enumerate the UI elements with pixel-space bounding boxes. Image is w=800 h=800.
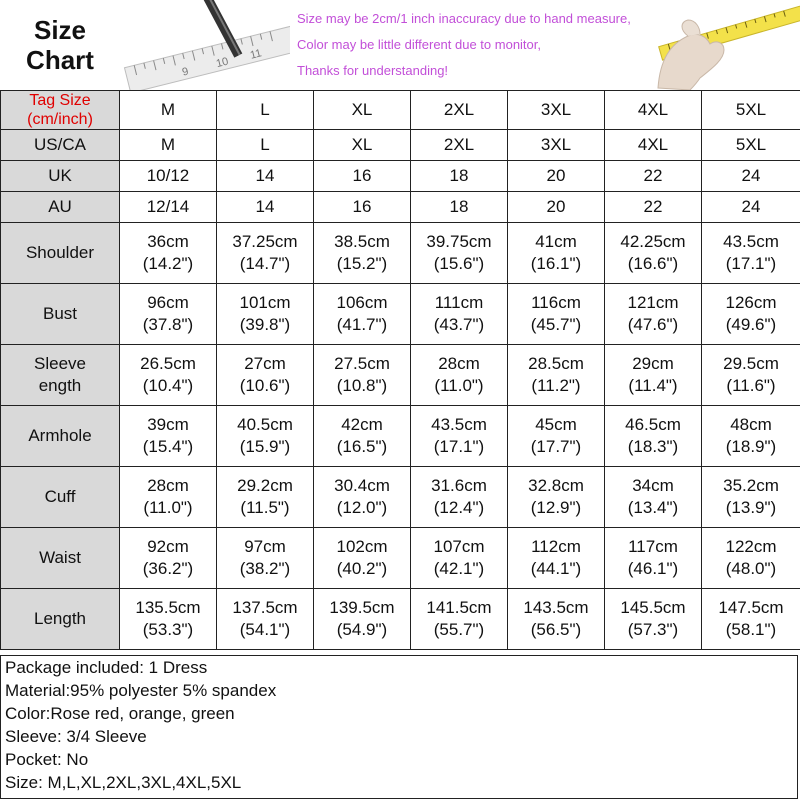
inch-value: (48.0"): [725, 559, 777, 578]
table-cell: [217, 345, 314, 406]
cm-value: 32.8cm: [528, 476, 584, 495]
cm-value: 29.5cm: [723, 354, 779, 373]
inch-value: (15.2"): [336, 254, 388, 273]
inch-value: (15.4"): [142, 437, 194, 456]
inch-value: (16.6"): [627, 254, 679, 273]
cm-value: 41cm: [535, 232, 577, 251]
inch-value: (41.7"): [336, 315, 388, 334]
row-label-line-1: Length: [34, 609, 86, 628]
table-cell: [314, 589, 411, 650]
inch-value: (10.8"): [336, 376, 388, 395]
table-cell: [702, 528, 800, 589]
measurement-notes: [297, 6, 657, 84]
cm-value: 43.5cm: [431, 415, 487, 434]
table-cell: 14: [217, 192, 314, 223]
inch-value: (12.4"): [433, 498, 485, 517]
note-line-1: Size may be 2cm/1 inch inaccuracy due to hand measure,: [297, 11, 631, 26]
table-cell: 24: [702, 161, 800, 192]
size-header-cell: M: [120, 91, 217, 130]
table-cell: [508, 528, 605, 589]
note-line-3: Thanks for understanding!: [297, 63, 449, 78]
cm-value: 107cm: [433, 537, 485, 556]
table-cell: [217, 284, 314, 345]
table-cell: 2XL: [411, 130, 508, 161]
table-row: [1, 192, 800, 223]
cm-value: 28.5cm: [528, 354, 584, 373]
cm-value: 26.5cm: [140, 354, 196, 373]
note-line-2: Color may be little different due to monitor,: [297, 37, 541, 52]
table-cell: M: [120, 130, 217, 161]
ruler-number-3: 11: [248, 47, 263, 62]
info-line-sleeve: Sleeve: 3/4 Sleeve: [5, 727, 147, 746]
table-cell: [605, 467, 702, 528]
row-label: [1, 284, 120, 345]
table-cell: [120, 589, 217, 650]
info-line-material: Material:95% polyester 5% spandex: [5, 681, 277, 700]
table-cell: [120, 345, 217, 406]
table-cell: [217, 589, 314, 650]
table-row: [1, 528, 800, 589]
tag-size-row: [1, 91, 800, 130]
cm-value: 121cm: [627, 293, 679, 312]
cm-value: 122cm: [725, 537, 777, 556]
table-cell: [411, 345, 508, 406]
cm-value: 145.5cm: [620, 598, 686, 617]
table-cell: [411, 406, 508, 467]
inch-value: (12.0"): [336, 498, 388, 517]
info-line-size: Size: M,L,XL,2XL,3XL,4XL,5XL: [5, 773, 242, 792]
inch-value: (38.2"): [239, 559, 291, 578]
table-cell: [120, 528, 217, 589]
cm-value: 141.5cm: [426, 598, 492, 617]
inch-value: (44.1"): [530, 559, 582, 578]
table-cell: [411, 284, 508, 345]
table-cell: 5XL: [702, 130, 800, 161]
cm-value: 37.25cm: [232, 232, 298, 251]
inch-value: (11.5"): [240, 498, 290, 517]
pencil-ruler-icon: [120, 0, 290, 90]
cm-value: 117cm: [628, 537, 678, 556]
cm-value: 35.2cm: [723, 476, 779, 495]
table-cell: [508, 406, 605, 467]
row-label: [1, 589, 120, 650]
cm-value: 97cm: [244, 537, 286, 556]
cm-value: 46.5cm: [625, 415, 681, 434]
tag-size-label-line-2: (cm/inch): [27, 111, 93, 128]
row-label: US/CA: [1, 130, 120, 161]
inch-value: (49.6"): [725, 315, 777, 334]
table-cell: [605, 589, 702, 650]
inch-value: (12.9"): [530, 498, 582, 517]
cm-value: 116cm: [531, 293, 581, 312]
header-banner: [0, 0, 800, 90]
table-row: [1, 161, 800, 192]
table-cell: [217, 467, 314, 528]
inch-value: (17.7"): [530, 437, 582, 456]
cm-value: 43.5cm: [723, 232, 779, 251]
table-cell: [120, 406, 217, 467]
table-cell: 10/12: [120, 161, 217, 192]
table-row: [1, 589, 800, 650]
table-cell: 20: [508, 192, 605, 223]
table-cell: 3XL: [508, 130, 605, 161]
inch-value: (14.2"): [142, 254, 194, 273]
table-cell: [605, 528, 702, 589]
inch-value: (17.1"): [725, 254, 777, 273]
table-cell: [508, 589, 605, 650]
tag-size-label-line-1: Tag Size: [29, 92, 91, 109]
table-cell: 12/14: [120, 192, 217, 223]
row-label-line-1: Sleeve: [34, 354, 86, 373]
table-cell: [411, 223, 508, 284]
inch-value: (13.9"): [725, 498, 777, 517]
inch-value: (11.6"): [726, 376, 776, 395]
inch-value: (11.0"): [143, 498, 193, 517]
table-row: [1, 130, 800, 161]
table-cell: [314, 345, 411, 406]
inch-value: (18.3"): [627, 437, 679, 456]
table-cell: [217, 223, 314, 284]
cm-value: 126cm: [725, 293, 777, 312]
row-label: [1, 528, 120, 589]
cm-value: 27cm: [244, 354, 286, 373]
table-cell: L: [217, 130, 314, 161]
cm-value: 137.5cm: [232, 598, 298, 617]
inch-value: (42.1"): [433, 559, 485, 578]
inch-value: (54.1"): [239, 620, 291, 639]
inch-value: (15.6"): [433, 254, 485, 273]
table-cell: [120, 467, 217, 528]
cm-value: 34cm: [632, 476, 674, 495]
inch-value: (13.4"): [627, 498, 679, 517]
cm-value: 96cm: [147, 293, 189, 312]
table-cell: [508, 284, 605, 345]
row-label: [1, 467, 120, 528]
cm-value: 112cm: [531, 537, 581, 556]
size-header-cell: 2XL: [411, 91, 508, 130]
row-label: [1, 223, 120, 284]
inch-value: (56.5"): [530, 620, 582, 639]
table-cell: [120, 284, 217, 345]
table-cell: [314, 223, 411, 284]
cm-value: 36cm: [147, 232, 189, 251]
inch-value: (37.8"): [142, 315, 194, 334]
table-cell: 22: [605, 192, 702, 223]
cm-value: 28cm: [438, 354, 480, 373]
inch-value: (11.4"): [628, 376, 678, 395]
hand-measuring-tape-icon: [640, 0, 800, 90]
size-table: [0, 90, 800, 650]
row-label-line-1: Shoulder: [25, 243, 95, 262]
inch-value: (53.3"): [142, 620, 194, 639]
title-line-1: Size: [33, 15, 87, 45]
inch-value: (46.1"): [627, 559, 679, 578]
ruler-number-1: 9: [180, 65, 190, 79]
cm-value: 40.5cm: [237, 415, 293, 434]
table-cell: 16: [314, 161, 411, 192]
size-header-cell: XL: [314, 91, 411, 130]
table-cell: [411, 589, 508, 650]
table-cell: 20: [508, 161, 605, 192]
table-cell: [508, 345, 605, 406]
table-cell: [314, 467, 411, 528]
table-cell: 18: [411, 192, 508, 223]
inch-value: (16.5"): [336, 437, 388, 456]
inch-value: (43.7"): [433, 315, 485, 334]
cm-value: 42cm: [341, 415, 383, 434]
cm-value: 48cm: [730, 415, 772, 434]
inch-value: (10.4"): [142, 376, 194, 395]
cm-value: 102cm: [336, 537, 388, 556]
inch-value: (45.7"): [530, 315, 582, 334]
size-header-cell: 5XL: [702, 91, 800, 130]
info-line-package: Package included: 1 Dress: [5, 658, 208, 677]
table-cell: [314, 406, 411, 467]
cm-value: 92cm: [147, 537, 189, 556]
cm-value: 45cm: [535, 415, 577, 434]
cm-value: 39cm: [147, 415, 189, 434]
tag-size-label: [1, 91, 120, 130]
inch-value: (36.2"): [142, 559, 194, 578]
table-cell: 22: [605, 161, 702, 192]
size-header-cell: 4XL: [605, 91, 702, 130]
cm-value: 135.5cm: [135, 598, 201, 617]
row-label-line-1: Bust: [42, 304, 78, 323]
inch-value: (11.0"): [434, 376, 484, 395]
table-row: [1, 467, 800, 528]
row-label: AU: [1, 192, 120, 223]
row-label-line-1: Cuff: [44, 487, 76, 506]
table-cell: [702, 223, 800, 284]
cm-value: 143.5cm: [523, 598, 589, 617]
inch-value: (39.8"): [239, 315, 291, 334]
inch-value: (58.1"): [725, 620, 777, 639]
table-cell: [508, 223, 605, 284]
row-label: [1, 406, 120, 467]
row-label-line-1: Armhole: [28, 426, 92, 445]
ruler-number-2: 10: [214, 55, 230, 71]
row-label-line-1: Waist: [39, 548, 81, 567]
cm-value: 101cm: [239, 293, 291, 312]
cm-value: 39.75cm: [426, 232, 492, 251]
table-row: [1, 406, 800, 467]
title-line-2: Chart: [26, 45, 94, 75]
table-cell: [314, 528, 411, 589]
cm-value: 42.25cm: [620, 232, 686, 251]
table-cell: [702, 589, 800, 650]
inch-value: (16.1"): [530, 254, 582, 273]
inch-value: (57.3"): [627, 620, 679, 639]
row-label: UK: [1, 161, 120, 192]
table-cell: [702, 284, 800, 345]
cm-value: 31.6cm: [431, 476, 487, 495]
cm-value: 38.5cm: [334, 232, 390, 251]
cm-value: 139.5cm: [329, 598, 395, 617]
table-row: [1, 223, 800, 284]
size-header-cell: 3XL: [508, 91, 605, 130]
inch-value: (15.9"): [239, 437, 291, 456]
table-cell: [605, 406, 702, 467]
table-cell: [411, 528, 508, 589]
inch-value: (47.6"): [627, 315, 679, 334]
inch-value: (10.6"): [239, 376, 291, 395]
cm-value: 30.4cm: [334, 476, 390, 495]
table-cell: [702, 406, 800, 467]
inch-value: (17.1"): [433, 437, 485, 456]
table-cell: 18: [411, 161, 508, 192]
cm-value: 28cm: [147, 476, 189, 495]
table-cell: 24: [702, 192, 800, 223]
table-cell: XL: [314, 130, 411, 161]
size-chart-title: [2, 0, 118, 90]
table-cell: 16: [314, 192, 411, 223]
table-cell: [702, 345, 800, 406]
table-row: [1, 284, 800, 345]
table-cell: [411, 467, 508, 528]
table-cell: [120, 223, 217, 284]
cm-value: 111cm: [434, 293, 484, 312]
row-label-line-2: ength: [38, 376, 82, 395]
table-row: [1, 345, 800, 406]
table-cell: [508, 467, 605, 528]
cm-value: 147.5cm: [718, 598, 784, 617]
table-cell: [605, 345, 702, 406]
inch-value: (54.9"): [336, 620, 388, 639]
cm-value: 29cm: [632, 354, 674, 373]
cm-value: 29.2cm: [237, 476, 293, 495]
inch-value: (18.9"): [725, 437, 777, 456]
inch-value: (14.7"): [239, 254, 291, 273]
table-cell: [217, 528, 314, 589]
cm-value: 106cm: [336, 293, 388, 312]
info-line-pocket: Pocket: No: [5, 750, 89, 769]
row-label: [1, 345, 120, 406]
table-cell: 4XL: [605, 130, 702, 161]
cm-value: 27.5cm: [334, 354, 390, 373]
inch-value: (40.2"): [336, 559, 388, 578]
table-cell: [605, 223, 702, 284]
table-cell: [217, 406, 314, 467]
table-cell: [605, 284, 702, 345]
size-header-cell: L: [217, 91, 314, 130]
inch-value: (11.2"): [531, 376, 581, 395]
inch-value: (55.7"): [433, 620, 485, 639]
product-info: [0, 655, 798, 799]
table-cell: [702, 467, 800, 528]
info-line-color: Color:Rose red, orange, green: [5, 704, 235, 723]
table-cell: [314, 284, 411, 345]
table-cell: 14: [217, 161, 314, 192]
